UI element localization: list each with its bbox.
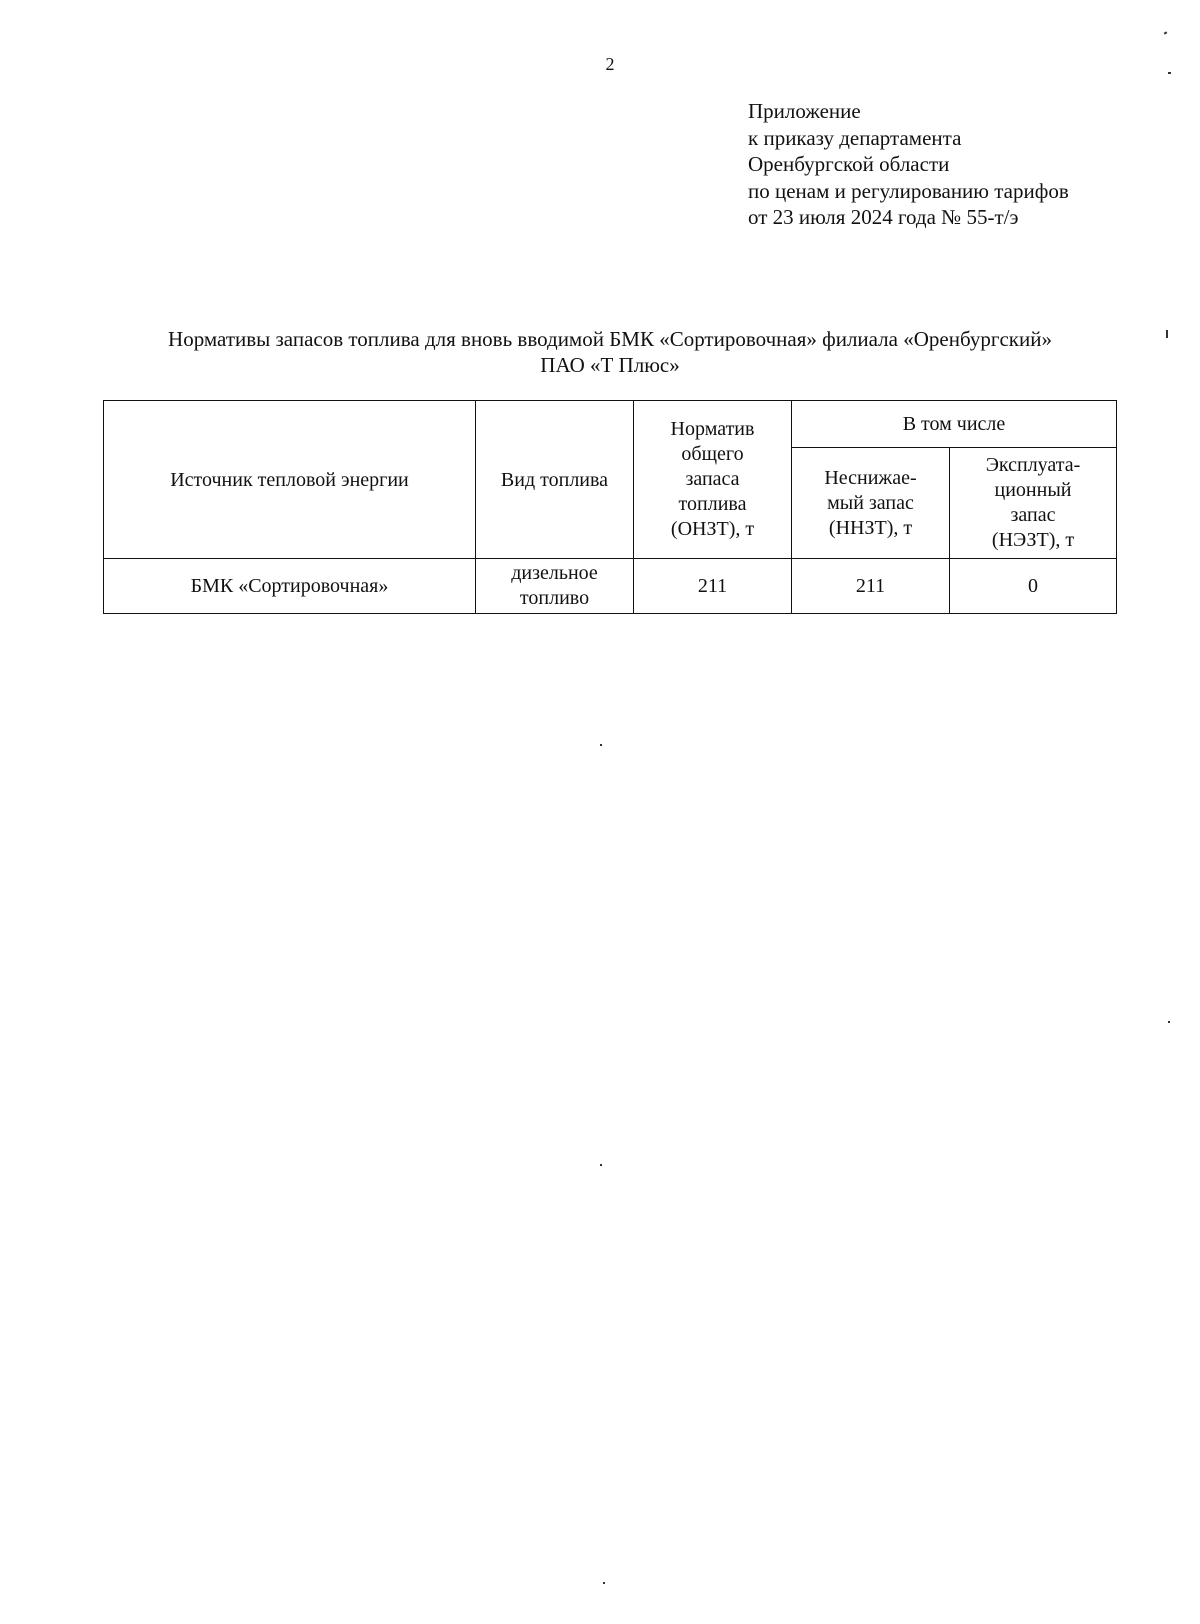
appendix-line: Оренбургской области	[748, 152, 950, 176]
header-operational-line: ционный	[994, 479, 1072, 501]
header-irreducible	[792, 448, 950, 559]
header-irreducible-line: (ННЗТ), т	[828, 516, 913, 539]
header-total-norm-line: общего	[681, 443, 744, 465]
scan-speck	[1166, 330, 1168, 338]
header-irreducible-line: Неснижае-	[824, 466, 917, 489]
fuel-norms-table	[103, 400, 1117, 614]
table-row	[104, 559, 1117, 614]
header-total-norm	[634, 401, 792, 559]
scan-speck	[603, 1582, 605, 1584]
header-operational-line: запас	[1010, 504, 1056, 526]
header-including: В том числе	[792, 401, 1117, 448]
scan-speck	[600, 1164, 602, 1166]
header-total-norm-line: (ОНЗТ), т	[670, 518, 755, 540]
header-operational-line: (НЭЗТ), т	[991, 529, 1075, 551]
title-line-2: ПАО «Т Плюс»	[540, 353, 680, 377]
scan-speck	[1164, 31, 1168, 34]
header-operational	[950, 448, 1117, 559]
appendix-line: по ценам и регулированию тарифов	[748, 178, 1069, 203]
header-total-norm-line: Норматив	[670, 418, 755, 440]
header-total-norm-line: запаса	[685, 468, 740, 490]
header-total-norm-line: топлива	[678, 493, 747, 515]
document-title	[100, 326, 1120, 378]
page-number: 2	[605, 54, 615, 74]
cell-operational: 0	[950, 559, 1117, 614]
cell-fuel-type	[476, 559, 634, 614]
appendix-line: к приказу департамента	[748, 125, 962, 150]
scan-speck	[1168, 72, 1171, 74]
cell-total-norm: 211	[634, 559, 792, 614]
cell-fuel-type-line: топливо	[519, 587, 590, 609]
scan-speck	[600, 744, 602, 746]
header-operational-line: Эксплуата-	[985, 454, 1081, 476]
cell-irreducible: 211	[792, 559, 950, 614]
appendix-block	[748, 98, 1069, 231]
header-irreducible-line: мый запас	[827, 491, 914, 514]
cell-source: БМК «Сортировочная»	[104, 559, 476, 614]
cell-fuel-type-line: дизельное	[511, 562, 598, 584]
appendix-line: от 23 июля 2024 года № 55-т/э	[748, 205, 1019, 229]
header-source: Источник тепловой энергии	[104, 401, 476, 559]
title-line-1: Нормативы запасов топлива для вновь вводимой БМК «Сортировочная» филиала «Оренбургский»	[168, 327, 1052, 351]
header-fuel-type: Вид топлива	[476, 401, 634, 559]
scan-speck	[1168, 1021, 1170, 1023]
appendix-line: Приложение	[748, 99, 861, 123]
